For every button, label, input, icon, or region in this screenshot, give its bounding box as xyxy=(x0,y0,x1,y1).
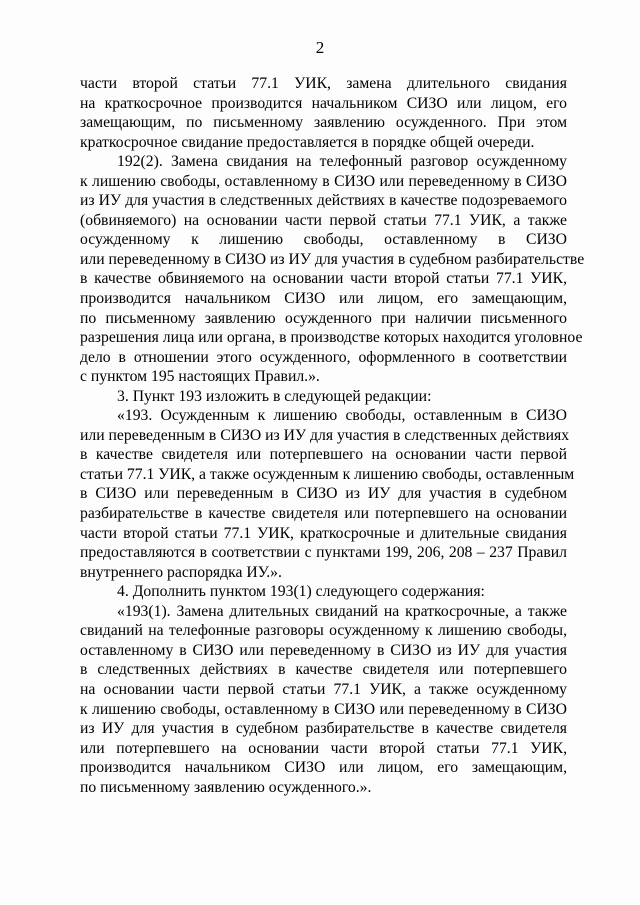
document-body xyxy=(80,74,585,797)
paragraph xyxy=(80,152,585,387)
text-line: из ИУ для участия в судебном разбирательстве в качестве свидетеля xyxy=(80,720,567,738)
text-line: с пунктом 195 настоящих Правил.». xyxy=(80,368,320,386)
text-line: на основании части первой статьи 77.1 УИК, а также осужденному xyxy=(80,680,567,698)
text-line: 4. Дополнить пунктом 193(1) следующего содержания: xyxy=(117,583,485,601)
text-line: части второй статьи 77.1 УИК, замена длительного свидания xyxy=(80,75,567,92)
text-line: статьи 77.1 УИК, а также осужденным к лишению свободы, оставленным xyxy=(80,465,575,483)
text-line: внутреннего распорядка ИУ.». xyxy=(80,563,282,581)
text-line: предоставляются в соответствии с пунктами 199, 206, 208 – 237 Правил xyxy=(80,544,567,562)
text-line: осужденному к лишению свободы, оставленному в СИЗО xyxy=(80,231,567,249)
text-line: к лишению свободы, оставленному в СИЗО или переведенному в СИЗО xyxy=(80,172,567,190)
text-line: свиданий на телефонные разговоры осужденному к лишению свободы, xyxy=(80,622,567,640)
text-line: разбирательстве в качестве свидетеля или потерпевшего на основании xyxy=(80,505,567,523)
text-line: в качестве свидетеля или потерпевшего на основании части первой xyxy=(80,446,567,464)
text-line: производится начальником СИЗО или лицом, его замещающим, xyxy=(80,290,567,308)
text-line: «193. Осужденным к лишению свободы, оставленным в СИЗО xyxy=(117,407,567,425)
text-line: или потерпевшего на основании части второй статьи 77.1 УИК, xyxy=(80,739,567,757)
text-line: или переведенным в СИЗО из ИУ для участия в следственных действиях xyxy=(80,426,570,444)
paragraph xyxy=(80,582,567,602)
text-line: «193(1). Замена длительных свиданий на краткосрочные, а также xyxy=(117,602,567,620)
text-line: по письменному заявлению осужденного.». xyxy=(80,778,372,796)
text-line: краткосрочное свидание предоставляется в порядке общей очереди. xyxy=(80,133,535,151)
text-line: части второй статьи 77.1 УИК, краткосрочные и длительные свидания xyxy=(80,524,567,542)
text-line: дело в отношении этого осужденного, оформленного в соответствии xyxy=(80,348,567,366)
text-line: по письменному заявлению осужденного при наличии письменного xyxy=(80,309,567,327)
paragraph xyxy=(80,387,567,407)
text-line: 192(2). Замена свидания на телефонный разговор осужденному xyxy=(117,153,567,171)
text-line: в СИЗО или переведенным в СИЗО из ИУ для участия в судебном xyxy=(80,485,567,503)
text-line: 3. Пункт 193 изложить в следующей редакции: xyxy=(117,387,432,405)
text-line: или переведенному в СИЗО из ИУ для участия в судебном разбирательстве xyxy=(80,250,585,268)
text-line: из ИУ для участия в следственных действиях в качестве подозреваемого xyxy=(80,192,567,210)
text-line: к лишению свободы, оставленному в СИЗО или переведенному в СИЗО xyxy=(80,700,567,718)
text-line: в качестве обвиняемого на основании части второй статьи 77.1 УИК, xyxy=(80,270,567,288)
paragraph xyxy=(80,406,575,582)
text-line: производится начальником СИЗО или лицом, его замещающим, xyxy=(80,759,567,777)
paragraph xyxy=(80,74,567,152)
text-line: разрешения лица или органа, в производстве которых находится уголовное xyxy=(80,329,583,347)
paragraph xyxy=(80,602,567,797)
page-number: 2 xyxy=(315,38,325,57)
text-line: на краткосрочное производится начальником СИЗО или лицом, его xyxy=(80,94,567,112)
text-line: замещающим, по письменному заявлению осужденного. При этом xyxy=(80,114,567,132)
text-line: оставленному в СИЗО или переведенному в СИЗО из ИУ для участия xyxy=(80,641,567,659)
text-line: в следственных действиях в качестве свидетеля или потерпевшего xyxy=(80,661,567,679)
text-line: (обвиняемого) на основании части первой статьи 77.1 УИК, а также xyxy=(80,211,567,229)
